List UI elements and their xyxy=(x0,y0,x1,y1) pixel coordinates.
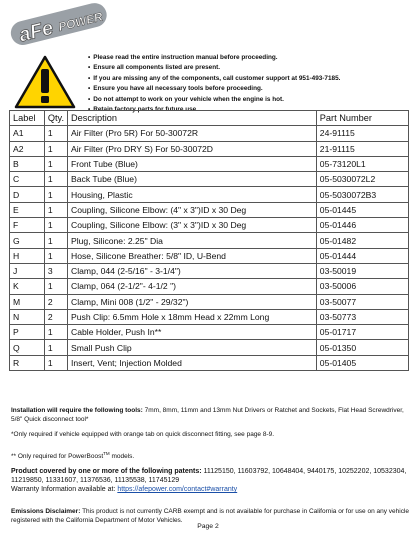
tools-note xyxy=(11,406,411,424)
cell-qty: 1 xyxy=(44,126,67,141)
cell-qty: 1 xyxy=(44,355,67,370)
cell-qty: 1 xyxy=(44,279,67,294)
cell-description: Clamp, 064 (2-1/2"- 4-1/2 ") xyxy=(68,279,317,294)
cell-part-number: 05-01444 xyxy=(316,248,408,263)
cell-description: Housing, Plastic xyxy=(68,187,317,202)
cell-qty: 2 xyxy=(44,294,67,309)
table-header-row xyxy=(10,111,409,126)
cell-qty: 3 xyxy=(44,263,67,278)
table-row xyxy=(10,202,409,217)
cell-description: Clamp, Mini 008 (1/2" - 29/32") xyxy=(68,294,317,309)
table-row xyxy=(10,325,409,340)
table-row xyxy=(10,141,409,156)
cell-description: Front Tube (Blue) xyxy=(68,156,317,171)
cell-part-number: 05-01482 xyxy=(316,233,408,248)
cell-part-number: 03-50077 xyxy=(316,294,408,309)
warning-triangle-icon xyxy=(14,55,76,109)
cell-qty: 1 xyxy=(44,172,67,187)
cell-label: Q xyxy=(10,340,45,355)
emissions-text: This product is not currently CARB exempt and is not available for purchase in California or for use on any vehicle registered with the California Department of Motor Vehicles. xyxy=(11,508,410,525)
parts-table xyxy=(9,110,409,371)
table-row xyxy=(10,309,409,324)
table-row xyxy=(10,156,409,171)
powerboost-note-text: ** Only required for PowerBoost xyxy=(11,453,104,461)
cell-part-number: 05-01446 xyxy=(316,218,408,233)
patents-text: 11125150, 11603792, 10648404, 9440175, 10252202, 10532304, 11219850, 11331607, 11376536, 11135538, 11745129 xyxy=(11,468,407,485)
patents-label: Product covered by one or more of the following patents: xyxy=(11,468,202,475)
afe-power-logo xyxy=(4,2,114,48)
warning-item: • If you are missing any of the components, call customer support at 951-493-7185. xyxy=(88,74,412,84)
cell-description: Cable Holder, Push In** xyxy=(68,325,317,340)
warning-item: • Ensure you have all necessary tools before proceeding. xyxy=(88,84,412,94)
tools-text: 7mm, 8mm, 11mm and 13mm Nut Drivers or Ratchet and Sockets, Flat Head Screwdriver, 5/8" Quick disconnect tool* xyxy=(11,407,404,424)
table-row xyxy=(10,263,409,278)
warning-item: • Please read the entire instruction manual before proceeding. xyxy=(88,53,412,63)
cell-qty: 1 xyxy=(44,187,67,202)
cell-label: B xyxy=(10,156,45,171)
warning-item: • Do not attempt to work on your vehicle when the engine is hot. xyxy=(88,95,412,105)
table-row xyxy=(10,218,409,233)
cell-label: E xyxy=(10,202,45,217)
table-row xyxy=(10,187,409,202)
cell-part-number: 03-50006 xyxy=(316,279,408,294)
table-row xyxy=(10,172,409,187)
powerboost-note xyxy=(11,449,134,461)
cell-part-number: 05-01445 xyxy=(316,202,408,217)
table-row xyxy=(10,340,409,355)
cell-qty: 2 xyxy=(44,309,67,324)
cell-label: K xyxy=(10,279,45,294)
cell-description: Coupling, Silicone Elbow: (3" x 3")ID x 30 Deg xyxy=(68,218,317,233)
cell-part-number: 05-01350 xyxy=(316,340,408,355)
table-row xyxy=(10,126,409,141)
cell-part-number: 05-01405 xyxy=(316,355,408,370)
cell-qty: 1 xyxy=(44,141,67,156)
cell-description: Coupling, Silicone Elbow: (4" x 3")ID x 30 Deg xyxy=(68,202,317,217)
table-row xyxy=(10,279,409,294)
cell-part-number: 05-5030072B3 xyxy=(316,187,408,202)
parts-table-body xyxy=(10,126,409,371)
svg-text:POWER: POWER xyxy=(56,9,105,34)
cell-part-number: 24-91115 xyxy=(316,126,408,141)
table-row xyxy=(10,248,409,263)
cell-label: N xyxy=(10,309,45,324)
cell-description: Insert, Vent; Injection Molded xyxy=(68,355,317,370)
cell-description: Push Clip: 6.5mm Hole x 18mm Head x 22mm Long xyxy=(68,309,317,324)
cell-part-number: 05-5030072L2 xyxy=(316,172,408,187)
cell-description: Clamp, 044 (2-5/16" - 3-1/4") xyxy=(68,263,317,278)
cell-description: Air Filter (Pro 5R) For 50-30072R xyxy=(68,126,317,141)
cell-qty: 1 xyxy=(44,156,67,171)
page-number: Page 2 xyxy=(197,523,219,530)
cell-label: C xyxy=(10,172,45,187)
cell-part-number: 05-01717 xyxy=(316,325,408,340)
quick-disconnect-note: *Only required if vehicle equipped with orange tab on quick disconnect fitting, see page 8-9. xyxy=(11,431,275,438)
cell-label: A1 xyxy=(10,126,45,141)
cell-label: H xyxy=(10,248,45,263)
column-header-qty: Qty. xyxy=(44,111,67,126)
warranty-label: Warranty Information available at: xyxy=(11,486,118,494)
cell-label: A2 xyxy=(10,141,45,156)
cell-label: J xyxy=(10,263,45,278)
tools-label: Installation will require the following tools: xyxy=(11,407,143,414)
cell-label: F xyxy=(10,218,45,233)
cell-part-number: 03-50773 xyxy=(316,309,408,324)
cell-qty: 1 xyxy=(44,202,67,217)
cell-part-number: 21-91115 xyxy=(316,141,408,156)
table-row xyxy=(10,355,409,370)
cell-label: P xyxy=(10,325,45,340)
cell-description: Small Push Clip xyxy=(68,340,317,355)
cell-description: Back Tube (Blue) xyxy=(68,172,317,187)
cell-description: Hose, Silicone Breather: 5/8" ID, U-Bend xyxy=(68,248,317,263)
column-header-part-number: Part Number xyxy=(316,111,408,126)
patents-note xyxy=(11,467,411,495)
svg-text:aFe: aFe xyxy=(16,16,56,47)
powerboost-note-suffix: models. xyxy=(109,453,135,461)
cell-part-number: 05-73120L1 xyxy=(316,156,408,171)
cell-description: Air Filter (Pro DRY S) For 50-30072D xyxy=(68,141,317,156)
cell-qty: 1 xyxy=(44,340,67,355)
trademark-mark: TM xyxy=(103,451,110,456)
emissions-label: Emissions Disclaimer: xyxy=(11,508,81,515)
cell-part-number: 03-50019 xyxy=(316,263,408,278)
column-header-description: Description xyxy=(68,111,317,126)
table-row xyxy=(10,233,409,248)
warning-item: • Ensure all components listed are present. xyxy=(88,63,412,73)
warranty-link[interactable]: https://afepower.com/contact#warranty xyxy=(117,486,238,494)
cell-qty: 1 xyxy=(44,233,67,248)
cell-description: Plug, Silicone: 2.25" Dia xyxy=(68,233,317,248)
cell-qty: 1 xyxy=(44,248,67,263)
warning-item: • Retain factory parts for future use. xyxy=(88,105,412,115)
column-header-label: Label xyxy=(10,111,45,126)
cell-label: M xyxy=(10,294,45,309)
cell-qty: 1 xyxy=(44,325,67,340)
table-row xyxy=(10,294,409,309)
cell-label: D xyxy=(10,187,45,202)
warning-list xyxy=(88,53,412,115)
cell-label: R xyxy=(10,355,45,370)
cell-label: G xyxy=(10,233,45,248)
cell-qty: 1 xyxy=(44,218,67,233)
